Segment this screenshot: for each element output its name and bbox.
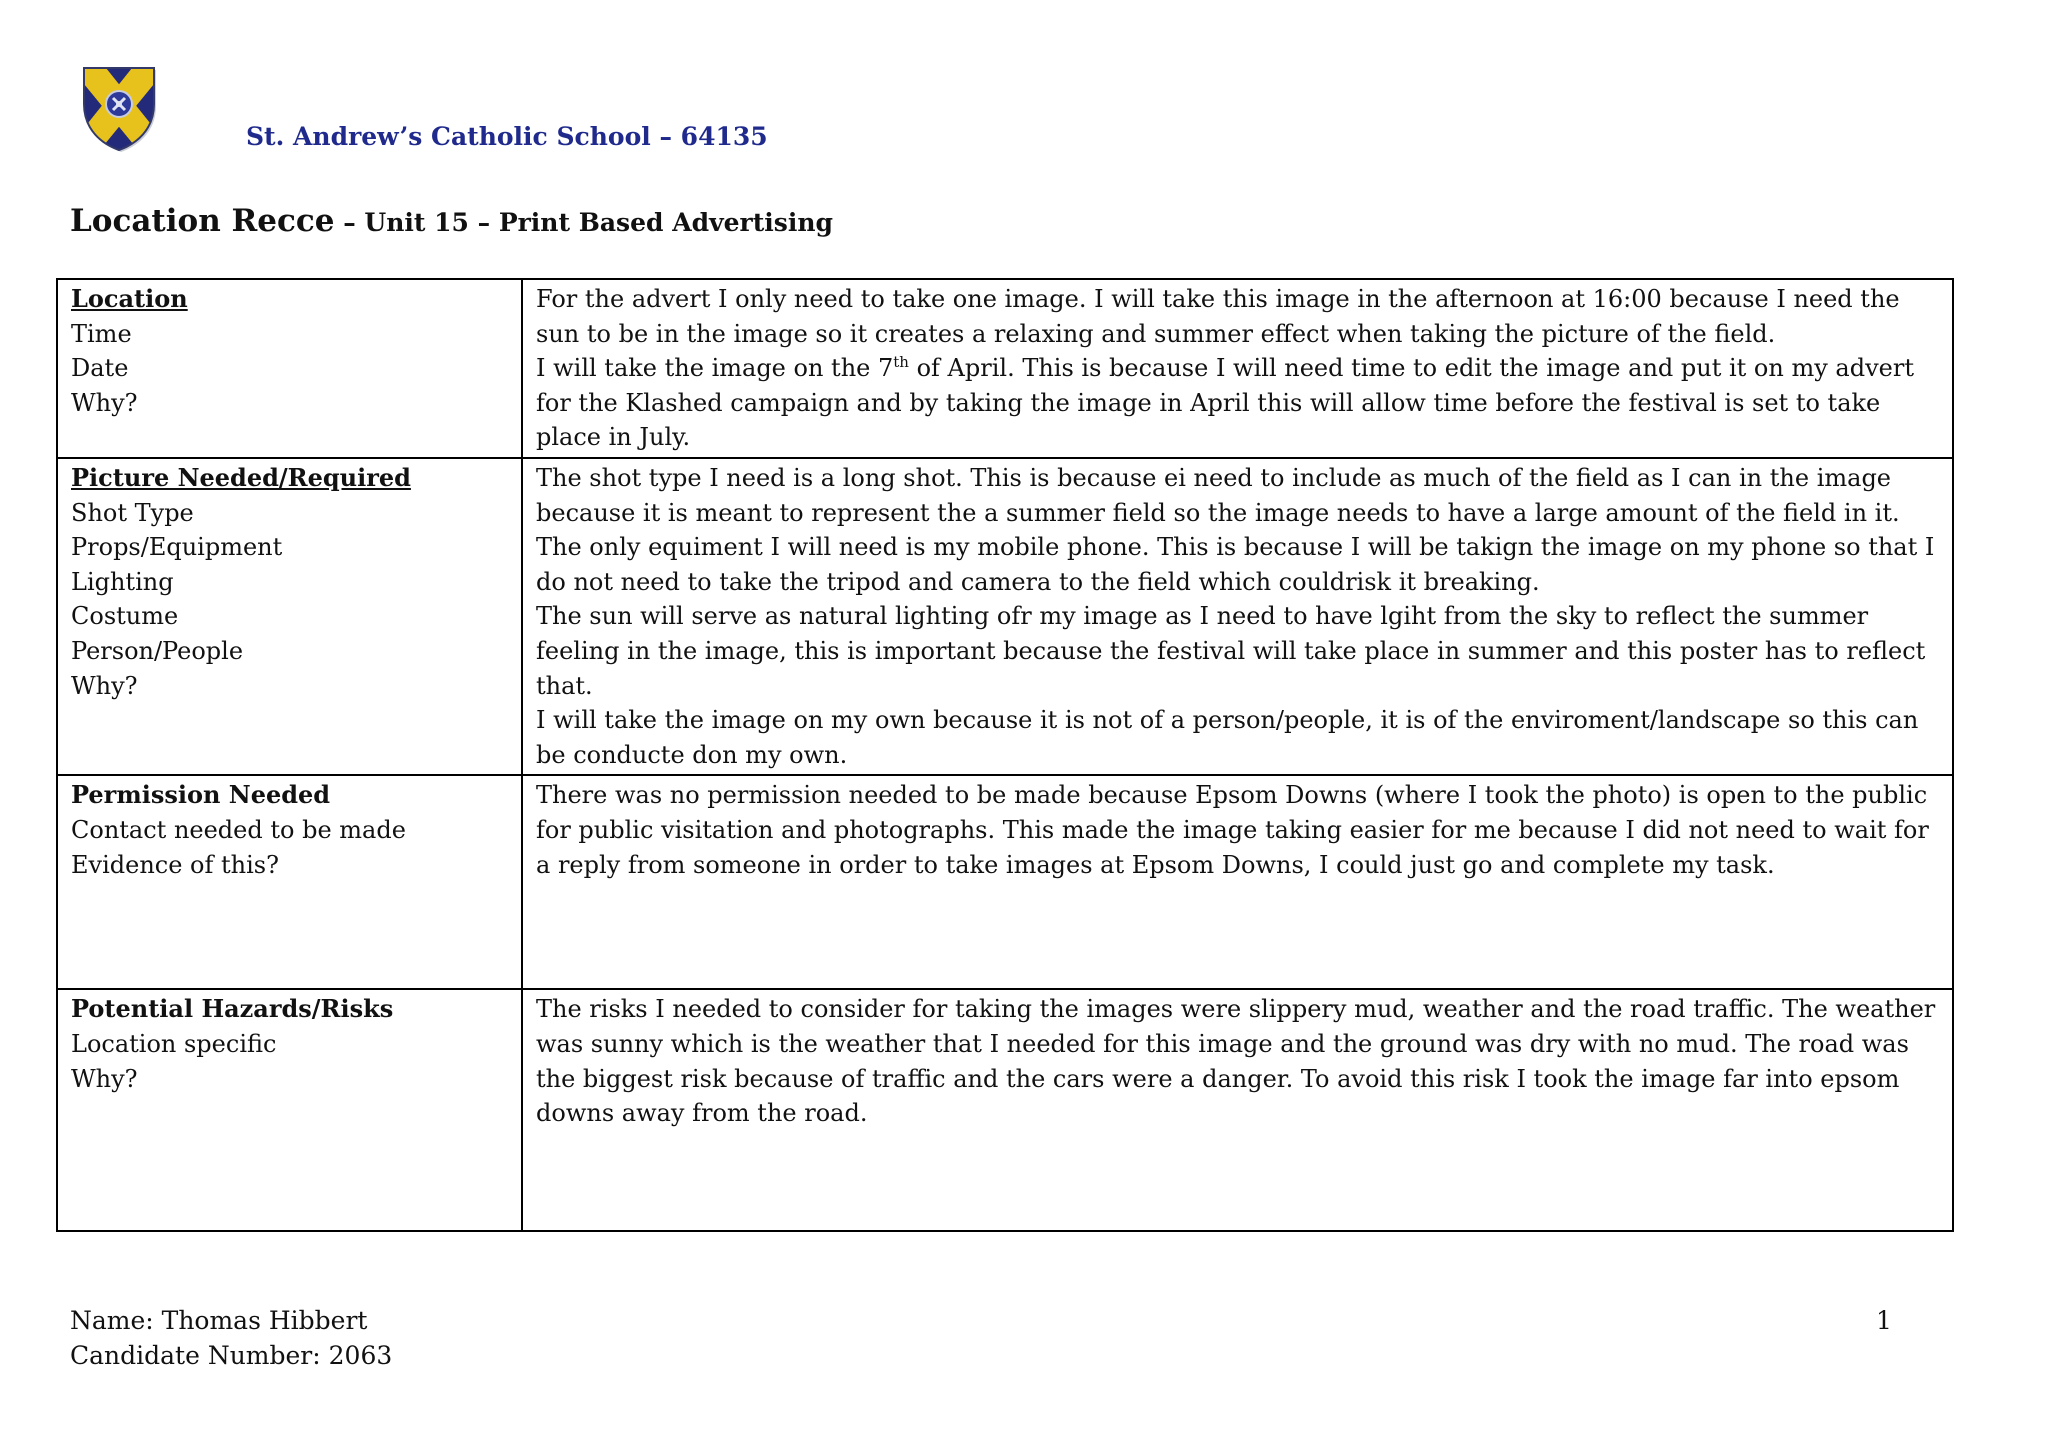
permission-label-cell [57, 775, 522, 989]
student-name: Name: Thomas Hibbert [70, 1306, 368, 1335]
label-costume: Costume [71, 602, 179, 631]
hazards-label-cell [57, 989, 522, 1231]
label-location-specific: Location specific [71, 1029, 277, 1058]
table-row-hazards [57, 989, 1953, 1231]
label-contact-needed: Contact needed to be made [71, 815, 406, 844]
candidate-number: Candidate Number: 2063 [70, 1341, 393, 1370]
table-row-picture [57, 458, 1953, 775]
picture-paragraph-shot-type: The shot type I need is a long shot. This is because ei need to include as much of the field as I can in the image because it is meant to represent the a summer field so the image needs to have a large amount of the field in it. [536, 463, 1900, 527]
document-title [70, 203, 833, 239]
label-shot-type: Shot Type [71, 498, 194, 527]
table-row-location [57, 279, 1953, 458]
picture-paragraph-people: I will take the image on my own because it is not of a person/people, it is of the enviroment/landscape so this can be conducte don my own. [536, 706, 1919, 769]
permission-content-cell [522, 775, 1953, 989]
label-time: Time [71, 319, 132, 348]
label-why: Why? [71, 671, 138, 700]
page-number: 1 [1876, 1306, 1892, 1335]
location-para2-superscript: th [893, 353, 909, 372]
location-para2-after: of April. This is because I will need time to edit the image and put it on my advert for the Klashed campaign and by taking the image in April this will allow time before the festival is set to take place in July. [536, 354, 1914, 452]
location-content-cell [522, 279, 1953, 458]
permission-paragraph: There was no permission needed to be made because Epsom Downs (where I took the photo) is open to the public for public visitation and photographs. This made the image taking easier for me because I did not need to wait for a reply from someone in order to take images at Epsom Downs, I could just go and complete my task. [536, 781, 1929, 879]
title-main: Location Recce [70, 203, 335, 239]
picture-paragraph-lighting: The sun will serve as natural lighting ofr my image as I need to have lgiht from the sky to reflect the summer feeling in the image, this is important because the festival will take place in summer and this poster has to reflect that. [536, 602, 1926, 700]
picture-paragraph-equipment: The only equiment I will need is my mobile phone. This is because I will be takign the image on my phone so that I do not need to take the tripod and camera to the field which couldrisk it breaking. [536, 533, 1935, 596]
hazards-heading: Potential Hazards/Risks [71, 994, 394, 1024]
location-para2-before: I will take the image on the 7 [536, 354, 894, 383]
label-why: Why? [71, 1064, 138, 1093]
location-heading: Location [71, 284, 188, 313]
label-props-equipment: Props/Equipment [71, 533, 283, 562]
school-crest-logo [76, 58, 162, 154]
label-why: Why? [71, 388, 138, 417]
label-person-people: Person/People [71, 636, 244, 665]
permission-heading: Permission Needed [71, 780, 331, 810]
picture-content-cell [522, 458, 1953, 775]
title-sub: – Unit 15 – Print Based Advertising [334, 208, 833, 237]
location-paragraph-2 [536, 351, 1940, 455]
footer-student-info [70, 1303, 392, 1373]
picture-heading: Picture Needed/Required [71, 462, 411, 492]
picture-label-cell [57, 458, 522, 775]
location-paragraph-1: For the advert I only need to take one image. I will take this image in the afternoon at 16:00 because I need the sun to be in the image so it creates a relaxing and summer effect when taking the picture of the field. [536, 285, 1900, 348]
table-row-permission [57, 775, 1953, 989]
label-lighting: Lighting [71, 567, 174, 596]
label-date: Date [71, 354, 129, 383]
label-evidence: Evidence of this? [71, 850, 279, 879]
location-label-cell [57, 279, 522, 458]
recce-table [56, 278, 1954, 1232]
hazards-content-cell [522, 989, 1953, 1231]
hazards-paragraph: The risks I needed to consider for taking the images were slippery mud, weather and the road traffic. The weather was sunny which is the weather that I needed for this image and the ground was dry with no mud. The road was the biggest risk because of traffic and the cars were a danger. To avoid this risk I took the image far into epsom downs away from the road. [536, 995, 1936, 1128]
school-name: St. Andrew’s Catholic School – 64135 [246, 122, 768, 151]
